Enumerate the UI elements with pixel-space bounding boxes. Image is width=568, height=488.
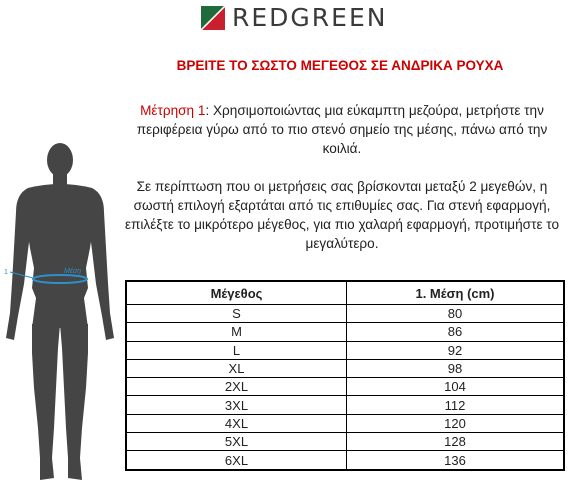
page-title: ΒΡΕΙΤΕ ΤΟ ΣΩΣΤΟ ΜΕΓΕΘΟΣ ΣΕ ΑΝΔΡΙΚΑ ΡΟΥΧΑ bbox=[176, 58, 504, 73]
size-cell: S bbox=[126, 305, 347, 323]
body-figure-illustration bbox=[0, 138, 122, 488]
waist-cell: 86 bbox=[347, 323, 565, 341]
table-row bbox=[126, 433, 564, 451]
table-row bbox=[126, 414, 564, 432]
waist-cell: 128 bbox=[347, 433, 565, 451]
measurement-text: : Χρησιμοποιώντας μια εύκαμπτη μεζούρα, μετρήστε την περιφέρεια γύρω από το πιο στενό σημείο της μέσης, πάνω από την κοιλιά. bbox=[136, 103, 548, 156]
waist-cell: 98 bbox=[347, 359, 565, 377]
waist-cell: 136 bbox=[347, 451, 565, 470]
size-cell: XL bbox=[126, 359, 347, 377]
table-row bbox=[126, 396, 564, 414]
waist-cell: 112 bbox=[347, 396, 565, 414]
brand-logo-icon bbox=[201, 6, 225, 30]
waist-cell: 104 bbox=[347, 378, 565, 396]
table-row bbox=[126, 323, 564, 341]
size-cell: M bbox=[126, 323, 347, 341]
table-row bbox=[126, 305, 564, 323]
size-cell: 2XL bbox=[126, 378, 347, 396]
table-row bbox=[126, 359, 564, 377]
waist-marker-number: 1 bbox=[4, 269, 8, 276]
table-body bbox=[126, 305, 564, 470]
measurement-label: Μέτρηση 1 bbox=[140, 103, 206, 118]
size-chart-table bbox=[125, 280, 565, 471]
size-advice: Σε περίπτωση που οι μετρήσεις σας βρίσκονται μεταξύ 2 μεγεθών, η σωστή επιλογή εξαρτάται από τις επιθυμίες σας. Για στενή εφαρμογή, επιλέξτε το μικρότερο μέγεθος, για πιο χαλαρή εφαρμογή, προτιμήστε το μεγαλύτερο. bbox=[124, 179, 560, 251]
measurement-instruction bbox=[122, 101, 562, 158]
column-header-waist: 1. Μέση (cm) bbox=[347, 281, 565, 305]
body-silhouette bbox=[6, 143, 114, 480]
table-row bbox=[126, 451, 564, 470]
size-cell: 6XL bbox=[126, 451, 347, 470]
waist-cell: 120 bbox=[347, 414, 565, 432]
size-cell: 3XL bbox=[126, 396, 347, 414]
table-row bbox=[126, 341, 564, 359]
size-cell: 5XL bbox=[126, 433, 347, 451]
waist-cell: 80 bbox=[347, 305, 565, 323]
table-header-row bbox=[126, 281, 564, 305]
brand-logo[interactable] bbox=[201, 4, 387, 32]
brand-name: REDGREEN bbox=[232, 3, 388, 32]
waist-marker-label: Μέση bbox=[64, 268, 82, 275]
waist-cell: 92 bbox=[347, 341, 565, 359]
size-cell: L bbox=[126, 341, 347, 359]
column-header-size: Μέγεθος bbox=[126, 281, 347, 305]
table-row bbox=[126, 378, 564, 396]
size-cell: 4XL bbox=[126, 414, 347, 432]
